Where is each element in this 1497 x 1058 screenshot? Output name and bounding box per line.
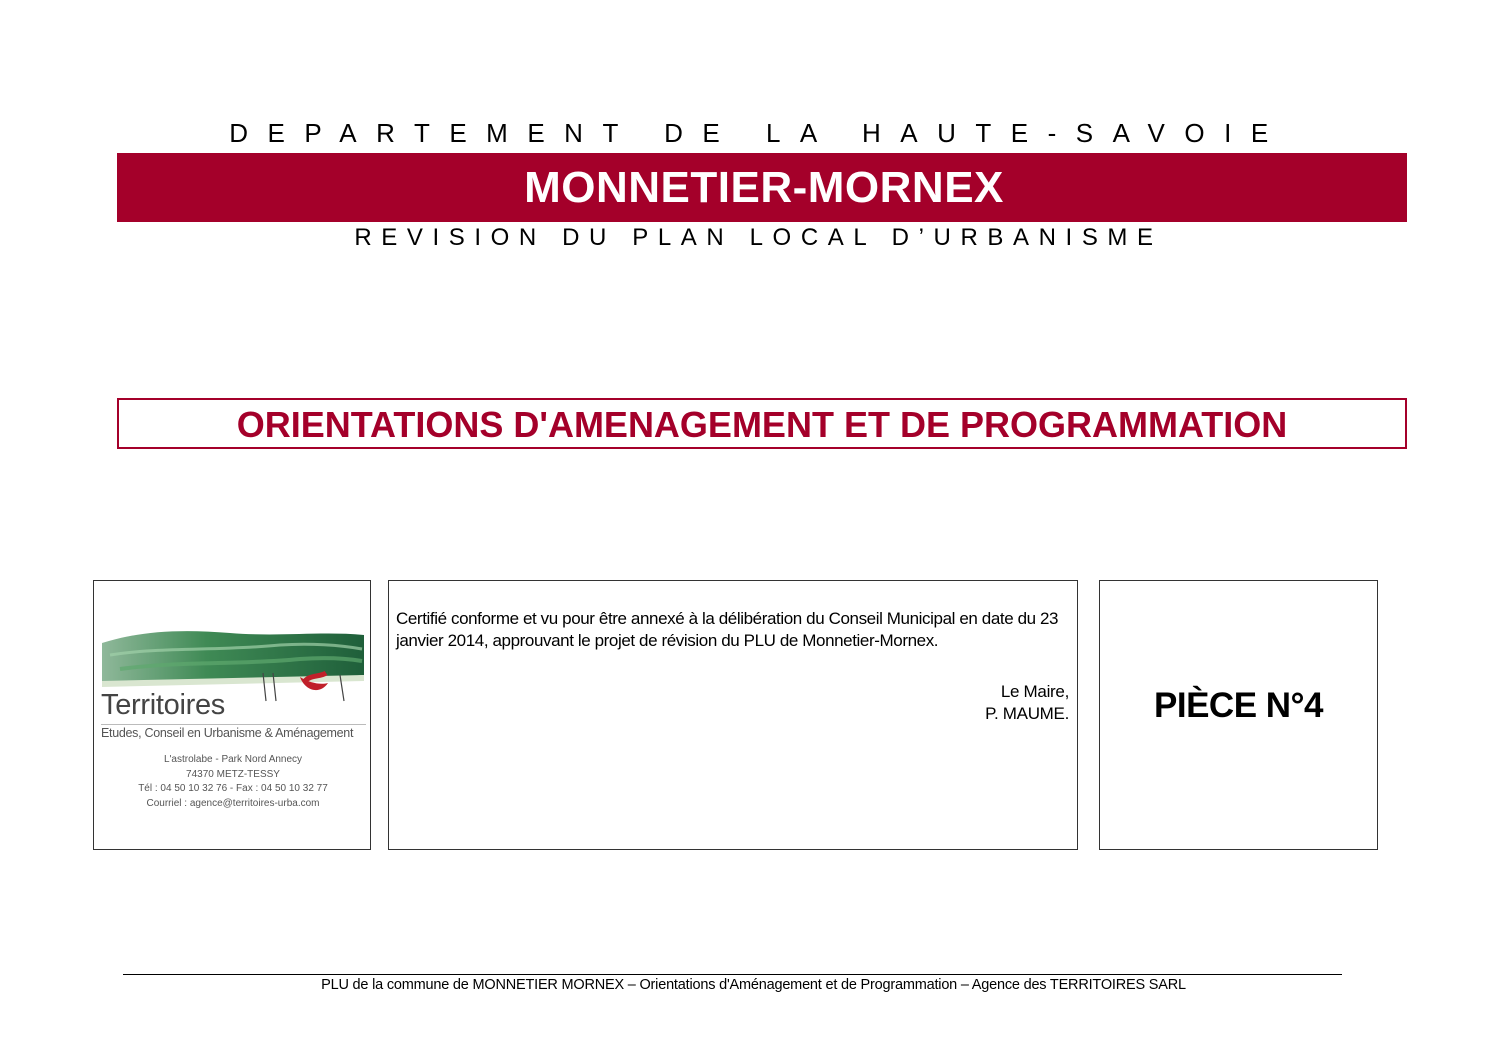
signatory-name: P. MAUME. [985, 704, 1069, 723]
logo-divider [101, 724, 366, 725]
commune-name: MONNETIER-MORNEX [524, 163, 1004, 212]
footer-divider [123, 974, 1342, 975]
mayor-signature [985, 681, 1069, 725]
document-title: ORIENTATIONS D'AMENAGEMENT ET DE PROGRAMMATION [236, 404, 1288, 445]
certification-text: Certifié conforme et vu pour être annexé à la délibération du Conseil Municipal en date du 23 janvier 2014, approuvant le projet de révision du PLU de Monnetier-Mornex. [396, 609, 1059, 650]
agency-address [94, 753, 372, 811]
plu-subtitle: REVISION DU PLAN LOCAL D’URBANISME [354, 224, 1163, 251]
logo-wordmark: Territoires [101, 689, 225, 721]
document-title-box [117, 398, 1407, 449]
email-line: Courriel : agence@territoires-urba.com [146, 797, 320, 809]
piece-number-panel [1099, 580, 1378, 850]
logo-tagline: Etudes, Conseil en Urbanisme & Aménagement [101, 726, 354, 740]
phone-line: Tél : 04 50 10 32 76 - Fax : 04 50 10 32 77 [138, 783, 328, 794]
piece-number: PIÈCE N°4 [1154, 686, 1323, 725]
certification-panel [388, 580, 1078, 850]
address-line: 74370 METZ-TESSY [186, 768, 280, 780]
agency-logo-panel [93, 580, 371, 850]
address-line: L'astrolabe - Park Nord Annecy [163, 754, 303, 765]
department-heading: DEPARTEMENT DE LA HAUTE-SAVOIE [229, 118, 1288, 148]
page-footer: PLU de la commune de MONNETIER MORNEX – Orientations d'Aménagement et de Programmation – Agence des TERRITOIRES SARL [321, 977, 1186, 993]
commune-banner [117, 153, 1407, 222]
signatory-title: Le Maire, [1000, 682, 1069, 701]
